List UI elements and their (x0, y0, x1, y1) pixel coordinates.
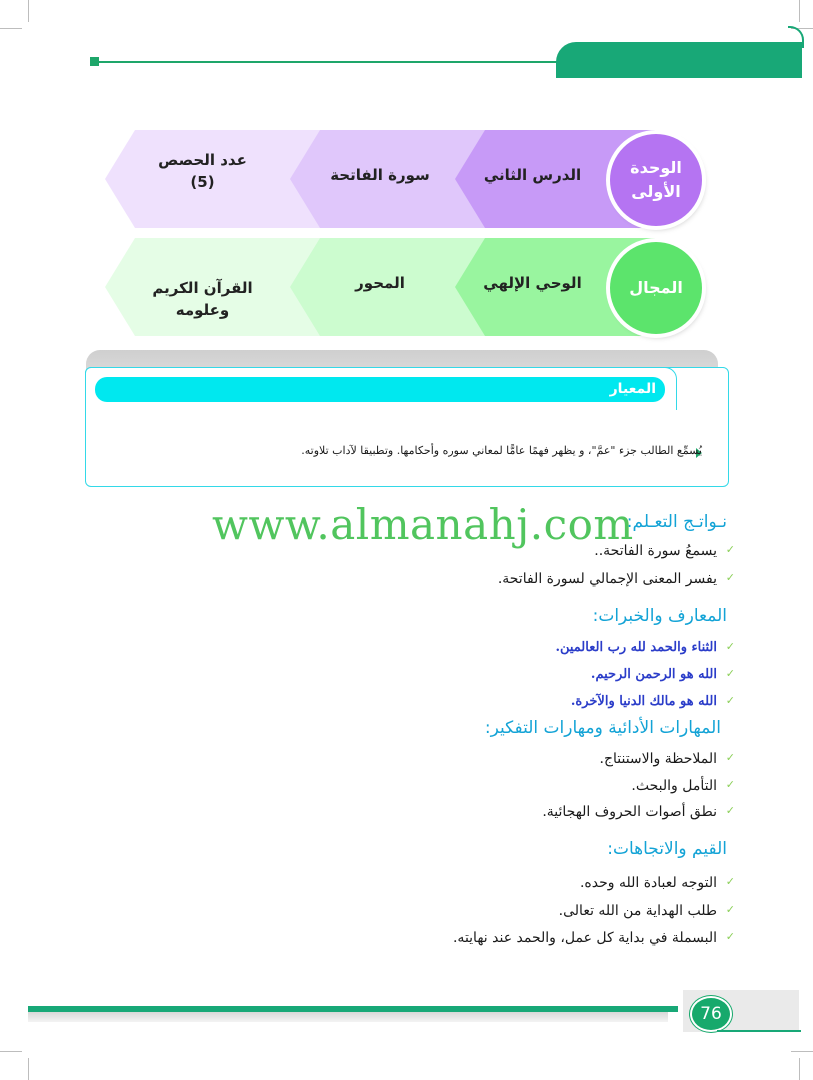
crop-mark (799, 1058, 800, 1080)
checkmark-icon: ✓ (725, 571, 735, 584)
checkmark-icon: ✓ (725, 543, 735, 556)
list-item (497, 568, 735, 590)
footer-shadow (28, 1012, 668, 1022)
checkmark-icon: ✓ (725, 694, 735, 707)
list-item (590, 664, 735, 686)
list-item-text: الملاحظة والاستنتاج. (599, 751, 717, 767)
unit-circle-label: الوحدة الأولى (630, 158, 682, 201)
checkmark-icon: ✓ (725, 751, 735, 764)
crop-mark (0, 28, 22, 29)
quran-subtitle: وعلومه (175, 301, 230, 319)
list-item-text: الله هو الرحمن الرحيم. (590, 667, 717, 682)
lesson-count-value: (5) (190, 173, 215, 191)
checkmark-icon: ✓ (725, 875, 735, 888)
checkmark-icon: ✓ (725, 778, 735, 791)
list-item-text: يفسر المعنى الإجمالي لسورة الفاتحة. (497, 571, 717, 587)
list-item-text: التأمل والبحث. (631, 778, 717, 794)
revelation-label: الوحي الإلهي (483, 274, 582, 292)
list-item (555, 637, 735, 659)
list-item-text: البسملة في بداية كل عمل، والحمد عند نهايته. (452, 930, 717, 946)
crop-mark (28, 0, 29, 22)
list-item-text: الله هو مالك الدنيا والآخرة. (570, 694, 717, 709)
footer-underline (717, 1030, 801, 1032)
skills-title: المهارات الأدائية ومهارات التفكير: (484, 718, 721, 738)
knowledge-title: المعارف والخبرات: (592, 606, 727, 626)
crop-mark (791, 1051, 813, 1052)
outcomes-title: نـواتـج التعـلم: (626, 512, 727, 532)
list-item (542, 801, 735, 823)
list-item-text: يسمعُ سورة الفاتحة.. (594, 543, 717, 559)
header-line (95, 61, 565, 63)
list-item (452, 927, 735, 949)
unit-circle (610, 134, 702, 226)
crop-mark (28, 1058, 29, 1080)
watermark: www.almanahj.com (212, 500, 634, 549)
crop-mark (799, 0, 800, 22)
checkmark-icon: ✓ (725, 903, 735, 916)
axis-label: المحور (355, 274, 405, 292)
checkmark-icon: ✓ (725, 804, 735, 817)
crop-mark (0, 1051, 22, 1052)
list-item-text: نطق أصوات الحروف الهجائية. (542, 804, 717, 820)
list-item (579, 872, 735, 894)
list-item-text: التوجه لعبادة الله وحده. (579, 875, 717, 891)
list-item (570, 691, 735, 713)
list-item-text: الثناء والحمد لله رب العالمين. (555, 640, 717, 655)
header-dot (90, 57, 99, 66)
lesson-count-title: عدد الحصص (158, 151, 247, 169)
list-item (558, 900, 735, 922)
list-item (599, 748, 735, 770)
standard-text: يُسمِّع الطالب جزء "عمَّ"، و يظهر فهمًا عامًّا لمعاني سوره وأحكامها. وتطبيقا لآداب تلاوته. (301, 444, 702, 457)
standard-label: المعيار (609, 381, 656, 397)
checkmark-icon: ✓ (725, 930, 735, 943)
page-number: 76 (690, 996, 732, 1032)
checkmark-icon: ✓ (725, 640, 735, 653)
quran-title: القرآن الكريم (152, 279, 253, 297)
surah-label: سورة الفاتحة (330, 166, 430, 184)
list-item-text: طلب الهداية من الله تعالى. (558, 903, 717, 919)
checkmark-icon: ✓ (725, 667, 735, 680)
domain-circle (610, 242, 702, 334)
header-tab (556, 42, 802, 78)
list-item (594, 540, 735, 562)
list-item (631, 775, 735, 797)
values-title: القيم والاتجاهات: (607, 839, 727, 859)
domain-circle-label: المجال (629, 278, 683, 297)
footer-bar (28, 1006, 678, 1012)
lesson-label: الدرس الثاني (483, 166, 582, 184)
